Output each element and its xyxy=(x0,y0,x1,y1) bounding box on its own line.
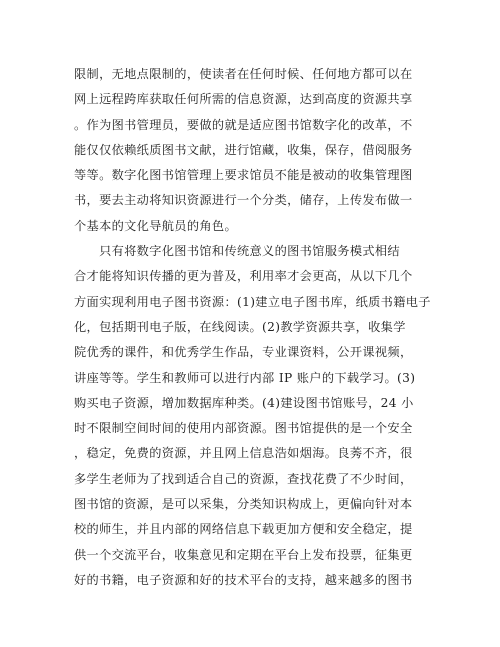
text-line: 。作为图书管理员，要做的就是适应图书馆数字化的改革，不 xyxy=(74,117,413,132)
text-line: 合才能将知识传播的更为普及，利用率才会更高，从以下几个 xyxy=(74,269,413,284)
text-line: 购买电子资源，增加数据库种类。(4)建设图书馆账号，24 小 xyxy=(74,395,414,410)
text-line: 时不限制空间时间的使用内部资源。图书馆提供的是一个安全 xyxy=(74,421,413,436)
text-line: 院优秀的课件，和优秀学生作品，专业课资料，公开课视频， xyxy=(74,345,413,360)
text-line: 限制，无地点限制的，使读者在任何时候、任何地方都可以在 xyxy=(74,67,413,81)
text-line: 网上远程跨库获取任何所需的信息资源，达到高度的资源共享 xyxy=(74,92,413,107)
text-line: 图书馆的资源，是可以采集，分类知识构成上，更偏向针对本 xyxy=(74,497,413,512)
text-line: 供一个交流平台，收集意见和定期在平台上发布投票，征集更 xyxy=(74,547,413,562)
text-line: 书，要去主动将知识资源进行一个分类，储存，上传发布做一 xyxy=(74,193,413,208)
text-line: 等等。数字化图书馆管理上要求馆员不能是被动的收集管理图 xyxy=(74,168,413,183)
text-line: 方面实现利用电子图书资源：(1)建立电子图书库，纸质书籍电子 xyxy=(74,294,431,309)
text-line: 多学生老师为了找到适合自己的资源，查找花费了不少时间， xyxy=(74,471,413,486)
text-line: 个基本的文化导航员的角色。 xyxy=(74,218,237,233)
text-line: ，稳定，免费的资源，并且网上信息浩如烟海。良莠不齐，很 xyxy=(74,446,413,461)
text-line: 好的书籍，电子资源和好的技术平台的支持，越来越多的图书 xyxy=(74,572,413,587)
text-line: 能仅仅依赖纸质图书文献，进行馆藏，收集，保存，借阅服务 xyxy=(74,142,413,157)
text-line: 校的师生，并且内部的网络信息下载更加方便和安全稳定，提 xyxy=(74,522,413,537)
text-line: 讲座等等。学生和教师可以进行内部 IP 账户的下载学习。(3) xyxy=(74,370,416,385)
text-line: 化，包括期刊电子版，在线阅读。(2)教学资源共享，收集学 xyxy=(74,319,406,334)
text-line: 只有将数字化图书馆和传统意义的图书馆服务模式相结 xyxy=(74,244,400,259)
body-text xyxy=(74,62,434,593)
